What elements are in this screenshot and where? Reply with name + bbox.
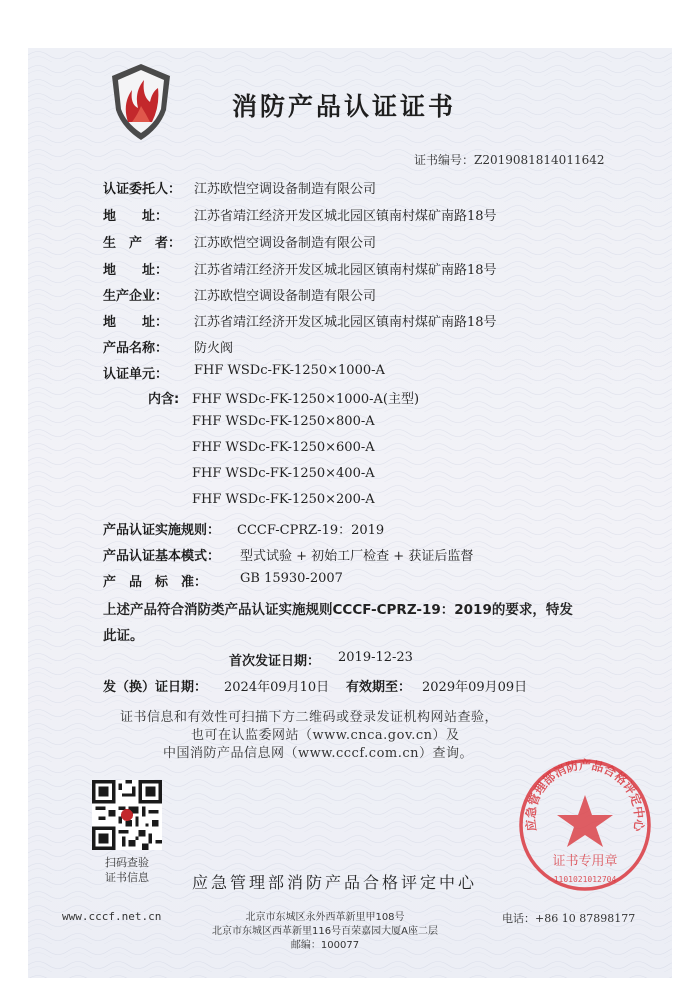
field-value-applicant: 江苏欧恺空调设备制造有限公司: [194, 182, 377, 197]
contents-item: FHF WSDc-FK-1250×600-A: [192, 440, 375, 455]
footer-phone: 电话：+86 10 87898177: [502, 912, 636, 925]
field-label-manufacturer: 生产企业：: [103, 289, 169, 304]
first-issue-date-value: 2019-12-23: [338, 650, 413, 665]
valid-until-value: 2029年09月09日: [422, 680, 528, 695]
standard-value: GB 15930-2007: [240, 571, 343, 586]
mode-label: 产品认证基本模式：: [103, 549, 221, 564]
stamp-code: 1101021012704: [553, 875, 617, 884]
rules-value: CCCF-CPRZ-19：2019: [237, 523, 385, 538]
field-value-product-name: 防火阀: [194, 341, 234, 356]
certificate-number: 证书编号：Z2019081814011642: [414, 153, 605, 167]
conformity-statement-line-1: 上述产品符合消防类产品认证实施规则CCCF-CPRZ-19：2019的要求，特发: [103, 602, 573, 618]
field-value-address-2: 江苏省靖江经济开发区城北园区镇南村煤矿南路18号: [194, 263, 497, 278]
field-value-producer: 江苏欧恺空调设备制造有限公司: [194, 236, 377, 251]
field-value-manufacturer: 江苏欧恺空调设备制造有限公司: [194, 289, 377, 304]
field-label-address-3: 地 址：: [103, 315, 169, 330]
field-label-address-2: 地 址：: [103, 263, 169, 278]
stamp-arc-text: 应急管理部消防产品合格评定中心: [523, 758, 647, 833]
field-label-producer: 生 产 者：: [103, 236, 182, 251]
fire-product-logo-icon: [108, 62, 174, 142]
contents-item: FHF WSDc-FK-1250×1000-A(主型): [192, 392, 420, 407]
contents-item: FHF WSDc-FK-1250×800-A: [192, 414, 375, 429]
field-label-address-1: 地 址：: [103, 209, 169, 224]
field-value-address-1: 江苏省靖江经济开发区城北园区镇南村煤矿南路18号: [194, 209, 497, 224]
stamp-subtitle: 证书专用章: [552, 854, 618, 869]
qr-caption-line-2: 证书信息: [105, 871, 149, 884]
issuing-authority: 应急管理部消防产品合格评定中心: [192, 873, 478, 892]
verification-note-line-1: 证书信息和有效性可扫描下方二维码或登录发证机构网站查验，: [120, 710, 499, 725]
footer-website[interactable]: www.cccf.net.cn: [62, 910, 162, 923]
field-label-applicant: 认证委托人：: [103, 182, 182, 197]
field-label-product-name: 产品名称：: [103, 341, 169, 356]
reissue-date-value: 2024年09月10日: [224, 680, 330, 695]
verification-note-line-3: 中国消防产品信息网（www.cccf.com.cn）查询。: [163, 746, 474, 761]
reissue-date-label: 发（换）证日期：: [103, 680, 208, 695]
rules-label: 产品认证实施规则：: [103, 523, 221, 538]
valid-until-label: 有效期至：: [346, 680, 412, 695]
standard-label: 产 品 标 准：: [103, 575, 208, 590]
conformity-statement-line-2: 此证。: [103, 628, 144, 644]
contents-label: 内含:: [148, 392, 180, 407]
verification-note-line-2: 也可在认监委网站（www.cnca.gov.cn）及: [191, 728, 460, 743]
mode-value: 型式试验 + 初始工厂检查 + 获证后监督: [240, 549, 474, 564]
field-value-address-3: 江苏省靖江经济开发区城北园区镇南村煤矿南路18号: [194, 315, 497, 330]
footer-address-line-2: 北京市东城区西革新里116号百荣嘉园大厦A座二层: [212, 926, 438, 937]
footer-postcode: 邮编：100077: [290, 940, 360, 951]
official-seal-stamp-icon: [515, 755, 655, 895]
first-issue-date-label: 首次发证日期：: [229, 654, 321, 669]
field-label-cert-unit: 认证单元：: [103, 367, 169, 382]
certificate-title: 消防产品认证证书: [232, 92, 457, 121]
footer-address-line-1: 北京市东城区永外西革新里甲108号: [245, 912, 405, 923]
qr-code-icon[interactable]: [92, 780, 162, 850]
qr-caption-line-1: 扫码查验: [105, 856, 149, 869]
contents-item: FHF WSDc-FK-1250×200-A: [192, 492, 375, 507]
field-value-cert-unit: FHF WSDc-FK-1250×1000-A: [194, 363, 385, 378]
contents-item: FHF WSDc-FK-1250×400-A: [192, 466, 375, 481]
